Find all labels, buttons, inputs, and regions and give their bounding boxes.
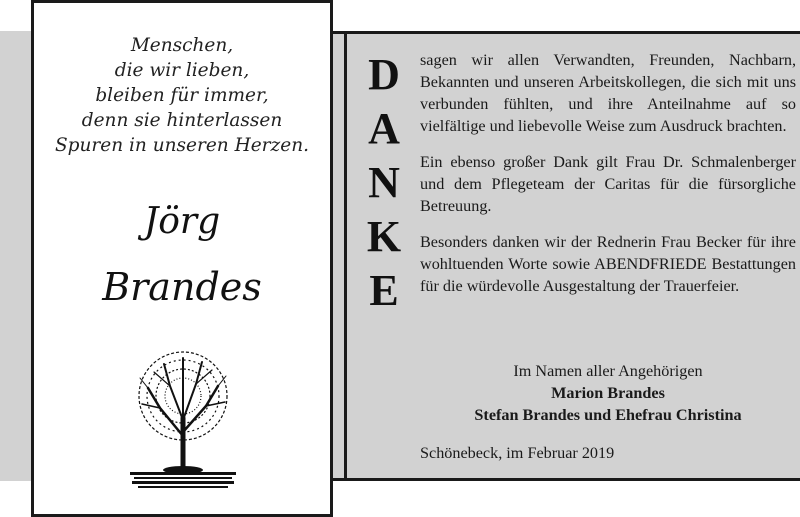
signature-name: Marion Brandes <box>551 384 665 402</box>
signature-block <box>420 360 796 426</box>
poem-line: Menschen, <box>130 35 234 56</box>
signature-intro: Im Namen aller Angehörigen <box>513 362 703 380</box>
thanks-text <box>420 49 796 311</box>
left-gray-strip <box>0 31 31 481</box>
poem-line: die wir lieben, <box>114 60 250 81</box>
danke-letter: E <box>369 266 399 315</box>
deceased-first-name: Jörg <box>143 201 221 242</box>
memorial-poem <box>34 33 330 158</box>
tree-icon <box>130 348 236 490</box>
poem-line: bleiben für immer, <box>95 85 269 106</box>
danke-heading <box>359 48 409 318</box>
poem-line: Spuren in unseren Herzen. <box>54 135 309 156</box>
place-date: Schönebeck, im Februar 2019 <box>420 444 615 462</box>
paragraph: sagen wir allen Verwandten, Freunden, Nachbarn, Bekannten und unseren Arbeitskollegen, die sich mit uns verbunden fühlten, und ihre Anteilnahme auf so vielfältige und liebevolle Weise zum Ausdruck brachten. <box>420 51 796 135</box>
signature-name: Stefan Brandes und Ehefrau Christina <box>474 406 742 424</box>
danke-letter: D <box>368 50 400 99</box>
deceased-last-name: Brandes <box>102 265 262 309</box>
thanks-card <box>344 31 800 481</box>
danke-letter: A <box>368 104 400 153</box>
danke-letter: K <box>366 212 402 261</box>
danke-letter: N <box>368 158 400 207</box>
paragraph: Ein ebenso großer Dank gilt Frau Dr. Schmalenberger und dem Pflegeteam der Caritas für die fürsorgliche Betreuung. <box>420 153 796 215</box>
paragraph: Besonders danken wir der Rednerin Frau Becker für ihre wohltuenden Worte sowie ABENDFRIEDE Bestattungen für die würdevolle Ausgestaltung der Trauerfeier. <box>420 233 796 295</box>
memorial-panel <box>31 0 333 517</box>
poem-line: denn sie hinterlassen <box>81 110 283 131</box>
